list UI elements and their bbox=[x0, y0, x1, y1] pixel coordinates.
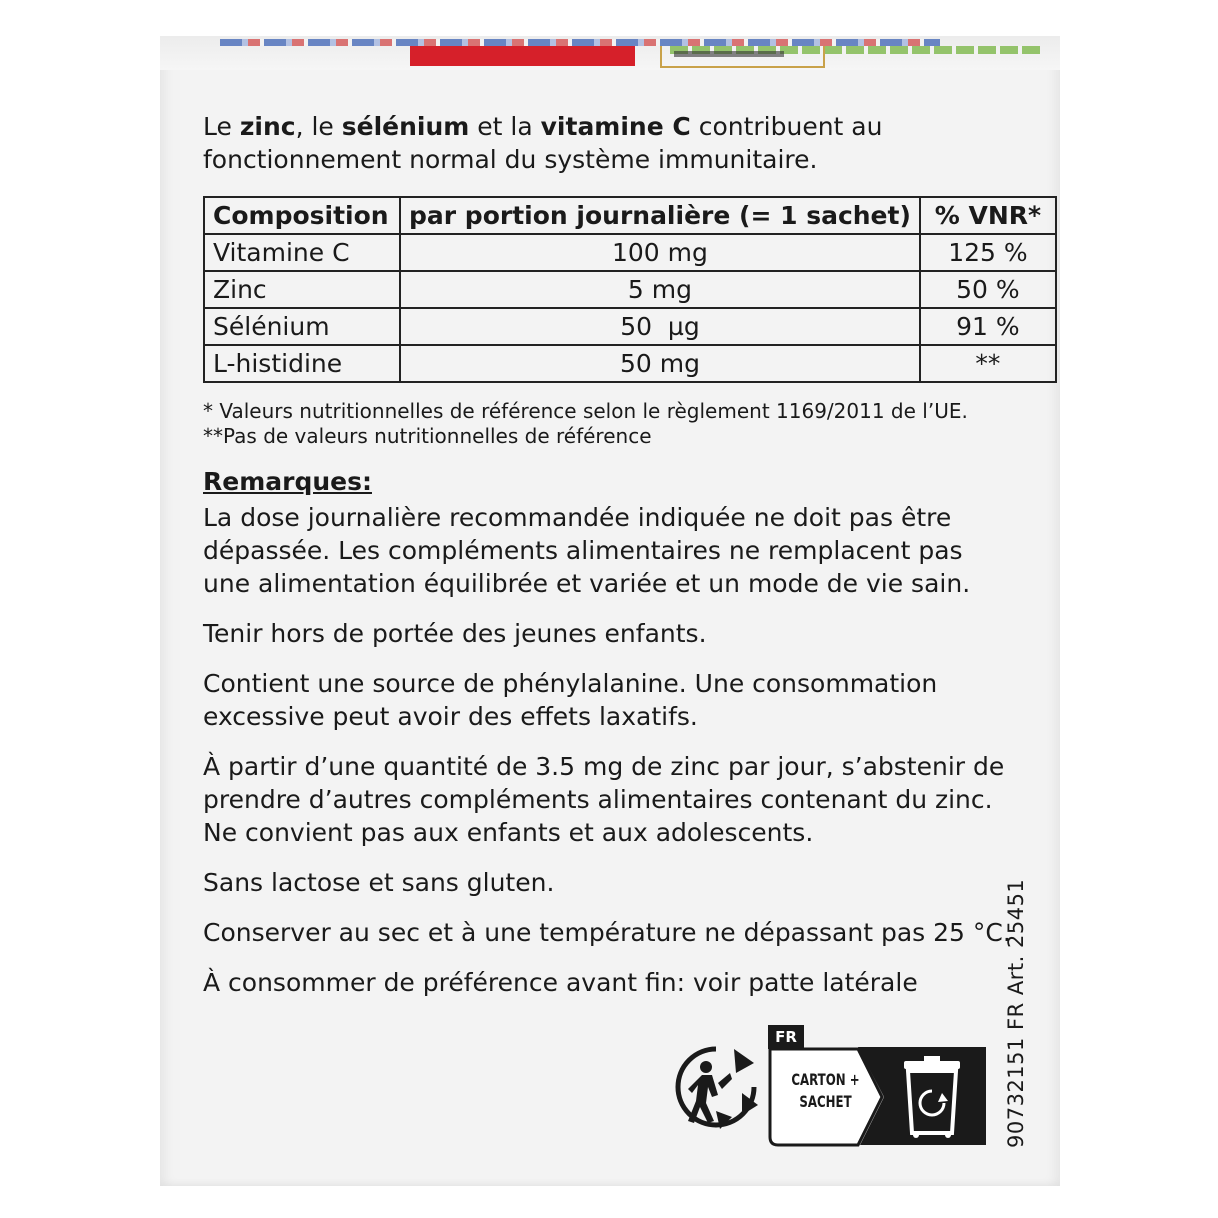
remark-dose: La dose journalière recommandée indiquée ne doit pas être dépassée. Les compléments alimentaires ne remplacent pas une alimentation équilibrée et variée et un mode de vie sain. bbox=[203, 503, 971, 598]
cell-amount: 5 mg bbox=[400, 271, 920, 308]
cell-vnr: 125 % bbox=[920, 234, 1056, 271]
intro-bold-vitamin-c: vitamine C bbox=[540, 112, 691, 141]
intro-text-2: , le bbox=[295, 112, 342, 141]
cell-amount: 50 mg bbox=[400, 345, 920, 382]
remark-children: Tenir hors de portée des jeunes enfants. bbox=[203, 619, 707, 648]
header-composition: Composition bbox=[204, 197, 400, 234]
sorting-info-block bbox=[768, 1025, 986, 1147]
cell-amount: 100 mg bbox=[400, 234, 920, 271]
recycling-bin-icon bbox=[900, 1055, 964, 1139]
table-row bbox=[204, 271, 1056, 308]
red-logo-band bbox=[410, 46, 635, 66]
intro-text-1: Le bbox=[203, 112, 240, 141]
intro-text-3: et la bbox=[469, 112, 541, 141]
country-tab: FR bbox=[768, 1025, 804, 1049]
intro-text-4: contribuent au fonctionnement normal du système immunitaire. bbox=[203, 112, 883, 174]
remark-storage: Conserver au sec et à une température ne dépassant pas 25 °C. bbox=[203, 918, 1011, 947]
cell-nutrient: L-histidine bbox=[204, 345, 400, 382]
intro-bold-selenium: sélénium bbox=[341, 112, 470, 141]
triman-recycle-icon bbox=[672, 1043, 760, 1131]
remark-lactose-gluten: Sans lactose et sans gluten. bbox=[203, 868, 555, 897]
package-top-flap bbox=[160, 36, 1060, 70]
cell-nutrient: Sélénium bbox=[204, 308, 400, 345]
sorting-line-1: CARTON + bbox=[791, 1070, 860, 1089]
header-daily-portion: par portion journalière (= 1 sachet) bbox=[400, 197, 920, 234]
cell-vnr: 91 % bbox=[920, 308, 1056, 345]
table-row bbox=[204, 308, 1056, 345]
cell-nutrient: Zinc bbox=[204, 271, 400, 308]
intro-bold-zinc: zinc bbox=[239, 112, 296, 141]
cell-vnr: 50 % bbox=[920, 271, 1056, 308]
sorting-label bbox=[787, 1069, 865, 1113]
footnote-no-reference: **Pas de valeurs nutritionnelles de référence bbox=[203, 424, 652, 448]
intro-claim bbox=[203, 110, 963, 176]
sorting-line-2: SACHET bbox=[799, 1092, 852, 1111]
remark-phenylalanine: Contient une source de phénylalanine. Une consommation excessive peut avoir des effets laxatifs. bbox=[203, 669, 938, 731]
gold-label-frame bbox=[660, 46, 825, 68]
remark-zinc: À partir d’une quantité de 3.5 mg de zinc par jour, s’abstenir de prendre d’autres compléments alimentaires contenant du zinc. Ne convient pas aux enfants et aux adolescents. bbox=[203, 752, 1005, 847]
cell-amount: 50 µg bbox=[400, 308, 920, 345]
remarks-heading: Remarques: bbox=[203, 467, 372, 496]
table-row bbox=[204, 234, 1056, 271]
table-header-row bbox=[204, 197, 1056, 234]
mirrored-brand-text bbox=[220, 39, 940, 46]
side-article-code: 90732151 FR Art. 25451 bbox=[1004, 878, 1028, 1148]
footnote-vnr: * Valeurs nutritionnelles de référence selon le règlement 1169/2011 de l’UE. bbox=[203, 399, 968, 423]
table-row bbox=[204, 345, 1056, 382]
header-vnr: % VNR* bbox=[920, 197, 1056, 234]
cell-vnr: ** bbox=[920, 345, 1056, 382]
footnotes bbox=[203, 399, 968, 449]
remark-best-before: À consommer de préférence avant fin: voir patte latérale bbox=[203, 968, 918, 997]
cell-nutrient: Vitamine C bbox=[204, 234, 400, 271]
composition-table bbox=[203, 196, 1057, 383]
